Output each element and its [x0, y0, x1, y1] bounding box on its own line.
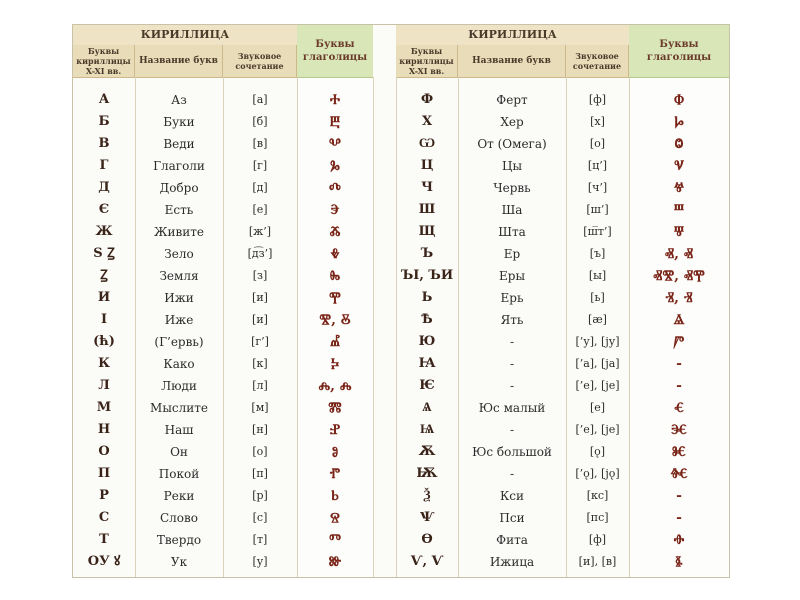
- cyrillic-letter: Ѯ: [423, 488, 431, 503]
- letter-name: Аз: [171, 93, 187, 107]
- cyrillic-letter: Ѭ: [416, 466, 438, 481]
- cyrillic-letter: ЪІ, ЪИ: [400, 268, 454, 283]
- glagolitic-letter: Ⰺ, Ⰻ: [319, 312, 351, 328]
- sound-value: [ж’]: [248, 225, 272, 238]
- letter-name: Фита: [496, 533, 528, 547]
- letter-name: Ер: [503, 247, 521, 261]
- cyrillic-letter: Ш: [418, 202, 436, 217]
- cyrillic-letter: Ѕ Ꙁ: [93, 246, 115, 261]
- letter-name: Ижица: [489, 555, 535, 569]
- letter-name: -: [509, 467, 515, 481]
- sound-value: [ф]: [588, 533, 607, 546]
- cyrillic-letter: Ъ: [420, 246, 434, 261]
- sound-value: [д͡з’]: [247, 247, 273, 260]
- glagolitic-letter: Ⱉ: [674, 136, 684, 152]
- glagolitic-letter: Ⱆ: [328, 554, 342, 570]
- left-header: [73, 25, 297, 78]
- cyrillic-letter: Д: [98, 180, 110, 195]
- cyrillic-letter: Ѣ: [421, 312, 433, 327]
- glagolitic-letter: Ⰴ: [329, 180, 341, 196]
- sound-value: [н]: [252, 423, 268, 436]
- sound-value: [г]: [252, 159, 268, 172]
- glagolitic-letter: Ⱓ: [673, 334, 685, 350]
- letter-name: -: [509, 357, 515, 371]
- col-header-letters: Буквы кириллицы X-XI вв.: [396, 45, 458, 77]
- cyrillic-letter: (ћ): [93, 334, 115, 349]
- glagolitic-letter: Ⰷ: [330, 246, 340, 262]
- cyrillic-letter: П: [97, 466, 111, 481]
- cyrillic-letter: Л: [98, 378, 110, 393]
- glagolitic-letter: Ⰹ: [329, 290, 341, 306]
- section-title: КИРИЛЛИЦА: [73, 25, 297, 46]
- letter-name: Веди: [163, 137, 195, 151]
- glagolitic-letter: Ⰿ: [328, 400, 342, 416]
- col-header-letters: Буквы кириллицы X-XI вв.: [73, 45, 135, 77]
- glagolitic-letter: -: [676, 510, 682, 526]
- cyrillic-letter: Р: [99, 488, 109, 503]
- col-header-glagolitic: Буквы глаголицы: [629, 25, 729, 78]
- letter-name: Еры: [499, 269, 525, 283]
- sound-value: [с]: [252, 511, 268, 524]
- glagolitic-letter: Ⱚ: [673, 532, 685, 548]
- glagolitic-letter: ⰟⰊ, ⰟⰉ: [653, 268, 705, 284]
- sound-value: [ш̅т’]: [583, 225, 612, 238]
- letter-name: Земля: [159, 269, 199, 283]
- cyrillic-letter: Щ: [418, 224, 436, 239]
- cyrillic-letter: Ꙗ: [418, 356, 436, 371]
- cyrillic-letter: С: [98, 510, 110, 525]
- cyrillic-letter: Є: [98, 202, 110, 217]
- cyrillic-letter: Н: [97, 422, 111, 437]
- glagolitic-letter: Ⱛ: [675, 554, 683, 570]
- sound-value: [и], [в]: [578, 555, 617, 568]
- glagolitic-letter: Ⱈ: [674, 114, 684, 130]
- cyrillic-letter: Ю: [418, 334, 436, 349]
- letter-name: Реки: [163, 489, 195, 503]
- letter-name: Ерь: [500, 291, 524, 305]
- letter-name: Цы: [501, 159, 522, 173]
- letter-name: Зело: [164, 247, 194, 261]
- glagolitic-letter: Ⰵ: [330, 202, 340, 218]
- letter-name: Кси: [499, 489, 524, 503]
- sound-value: [х]: [590, 115, 605, 128]
- glagolitic-letter: Ⰰ: [329, 92, 341, 108]
- glagolitic-letter: Ⱐ, Ⱐ: [665, 290, 693, 306]
- sound-value: [а]: [252, 93, 268, 106]
- cyrillic-letter: Ц: [420, 158, 434, 173]
- sound-value: [е]: [252, 203, 268, 216]
- glagolitic-letter: Ⱅ: [329, 532, 341, 548]
- col-header-name: Название букв: [458, 45, 566, 77]
- cyrillic-letter: Ь: [421, 290, 433, 305]
- glagolitic-letter: -: [676, 356, 682, 372]
- cyrillic-letter: В: [98, 136, 110, 151]
- letter-name: От (Омега): [477, 137, 547, 151]
- divider: [373, 77, 374, 577]
- glagolitic-letter: Ⰳ: [330, 158, 340, 174]
- sound-value: [з]: [252, 269, 268, 282]
- sound-value: [’а], [jа]: [575, 357, 620, 370]
- cyrillic-letter: О: [98, 444, 110, 459]
- glagolitic-letter: Ⰸ: [329, 268, 341, 284]
- sound-value: [’ǫ], [jǫ]: [575, 467, 620, 480]
- sound-value: [у]: [252, 555, 268, 568]
- sound-value: [б]: [252, 115, 268, 128]
- sound-value: [ы]: [588, 269, 607, 282]
- glagolitic-letter: Ⱎ: [673, 202, 685, 218]
- glagolitic-letter: Ⱄ: [330, 510, 340, 526]
- cyrillic-letter: А: [98, 92, 110, 107]
- letter-name: Он: [170, 445, 188, 459]
- sound-value: [ф]: [588, 93, 607, 106]
- cyrillic-letter: Т: [99, 532, 109, 547]
- sound-value: [д]: [252, 181, 268, 194]
- letter-name: Глаголи: [153, 159, 205, 173]
- glagolitic-letter: Ⱏ, Ⱏ: [664, 246, 694, 262]
- cyrillic-letter: Х: [421, 114, 433, 129]
- letter-name: Живите: [154, 225, 204, 239]
- sound-value: [кс]: [586, 489, 609, 502]
- letter-name: Буки: [163, 115, 195, 129]
- right-header: [396, 25, 629, 78]
- glagolitic-letter: -: [676, 488, 682, 504]
- glagolitic-letter: Ⰲ: [329, 136, 341, 152]
- letter-name: Ижи: [164, 291, 194, 305]
- glagolitic-letter: Ⰼ: [329, 334, 341, 350]
- sound-value: [е]: [589, 401, 606, 414]
- glagolitic-letter: Ⱂ: [329, 466, 341, 482]
- cyrillic-letter: К: [98, 356, 110, 371]
- cyrillic-letter: Ѡ: [418, 136, 436, 151]
- cyrillic-letter: И: [97, 290, 111, 305]
- cyrillic-letter: Ѳ: [421, 532, 433, 547]
- section-title: КИРИЛЛИЦА: [396, 25, 629, 46]
- sound-value: [пс]: [586, 511, 609, 524]
- sound-value: [ǫ]: [589, 445, 606, 458]
- sound-value: [ч’]: [587, 181, 608, 194]
- cyrillic-letter: Ч: [421, 180, 433, 195]
- glagolitic-letter: Ⰶ: [329, 224, 341, 240]
- cyrillic-letter: Ѫ: [418, 444, 436, 459]
- letter-name: (Г’ервь): [154, 335, 204, 349]
- sound-value: [ъ]: [589, 247, 606, 260]
- sound-value: [ц’]: [587, 159, 608, 172]
- glagolitic-letter: Ⰽ: [330, 356, 340, 372]
- sound-value: [л]: [252, 379, 268, 392]
- sound-value: [’е], [jе]: [575, 379, 620, 392]
- alphabet-table: [72, 24, 730, 578]
- letter-name: Покой: [158, 467, 200, 481]
- cyrillic-letter: Ѩ: [419, 422, 435, 437]
- letter-name: Юс большой: [472, 445, 552, 459]
- cyrillic-letter: ОУ ꙋ: [87, 554, 121, 569]
- col-header-glagolitic: Буквы глаголицы: [297, 25, 373, 78]
- sound-value: [т]: [252, 533, 268, 546]
- glagolitic-letter: -: [676, 378, 682, 394]
- letter-name: Червь: [493, 181, 531, 195]
- cyrillic-letter: М: [96, 400, 112, 415]
- sound-value: [р]: [252, 489, 268, 502]
- letter-name: Добро: [159, 181, 199, 195]
- glagolitic-letter: Ⱗ: [671, 422, 687, 438]
- cyrillic-letter: Ж: [95, 224, 113, 239]
- sound-value: [’у], [jу]: [575, 335, 620, 348]
- sound-value: [ь]: [590, 291, 605, 304]
- letter-name: Наш: [164, 423, 194, 437]
- cyrillic-letter: Ѵ, Ѵ: [410, 554, 444, 569]
- sound-value: [в]: [252, 137, 268, 150]
- glagolitic-letter: Ⱘ: [672, 444, 686, 460]
- sound-value: [æ]: [588, 313, 607, 326]
- letter-name: Юс малый: [478, 401, 546, 415]
- letter-name: Слово: [159, 511, 198, 525]
- letter-name: Шта: [498, 225, 526, 239]
- glagolitic-letter: Ⱌ: [674, 158, 684, 174]
- glagolitic-letter: Ⱔ: [674, 400, 684, 416]
- cyrillic-letter: Ꙁ: [100, 268, 108, 283]
- sound-value: [о]: [589, 137, 606, 150]
- cyrillic-letter: Ф: [420, 92, 434, 107]
- sound-value: [ш’]: [586, 203, 609, 216]
- sound-value: [и]: [252, 313, 268, 326]
- letter-name: -: [509, 335, 515, 349]
- glagolitic-letter: Ⰾ, Ⰾ: [318, 378, 352, 394]
- letter-name: Люди: [161, 379, 197, 393]
- letter-name: Есть: [164, 203, 194, 217]
- col-header-sound: Звуковое сочетание: [566, 45, 629, 77]
- letter-name: Твердо: [156, 533, 202, 547]
- glagolitic-letter: Ⱀ: [329, 422, 341, 438]
- letter-name: Хер: [500, 115, 524, 129]
- sound-value: [м]: [251, 401, 269, 414]
- glagolitic-letter: Ⱍ: [673, 180, 685, 196]
- letter-name: Ять: [500, 313, 524, 327]
- cyrillic-letter: Ѥ: [419, 378, 435, 393]
- cyrillic-letter: Ѱ: [419, 510, 435, 525]
- cyrillic-letter: Ѧ: [422, 400, 432, 415]
- sound-value: [и]: [252, 291, 268, 304]
- glagolitic-letter: Ⰱ: [329, 114, 341, 130]
- sound-value: [г’]: [251, 335, 269, 348]
- sound-value: [к]: [252, 357, 268, 370]
- letter-name: Ферт: [496, 93, 528, 107]
- glagolitic-letter: Ⱙ: [670, 466, 688, 482]
- col-header-sound: Звуковое сочетание: [223, 45, 297, 77]
- letter-name: Ук: [170, 555, 188, 569]
- cyrillic-letter: І: [100, 312, 108, 327]
- col-header-name: Название букв: [135, 45, 223, 77]
- letter-name: Ша: [501, 203, 523, 217]
- glagolitic-letter: Ⱋ: [673, 224, 685, 240]
- letter-name: Мыслите: [150, 401, 208, 415]
- letter-name: Пси: [499, 511, 525, 525]
- letter-name: -: [509, 379, 515, 393]
- sound-value: [о]: [252, 445, 268, 458]
- glagolitic-letter: Ⱇ: [673, 92, 685, 108]
- sound-value: [п]: [252, 467, 268, 480]
- sound-value: [’е], [jе]: [575, 423, 620, 436]
- cyrillic-letter: Б: [98, 114, 110, 129]
- cyrillic-letter: Г: [99, 158, 109, 173]
- glagolitic-letter: Ⱃ: [331, 488, 339, 504]
- glagolitic-letter: Ⱁ: [331, 444, 339, 460]
- letter-name: Како: [163, 357, 195, 371]
- letter-name: Иже: [164, 313, 194, 327]
- glagolitic-letter: Ⱑ: [673, 312, 685, 328]
- letter-name: -: [509, 423, 515, 437]
